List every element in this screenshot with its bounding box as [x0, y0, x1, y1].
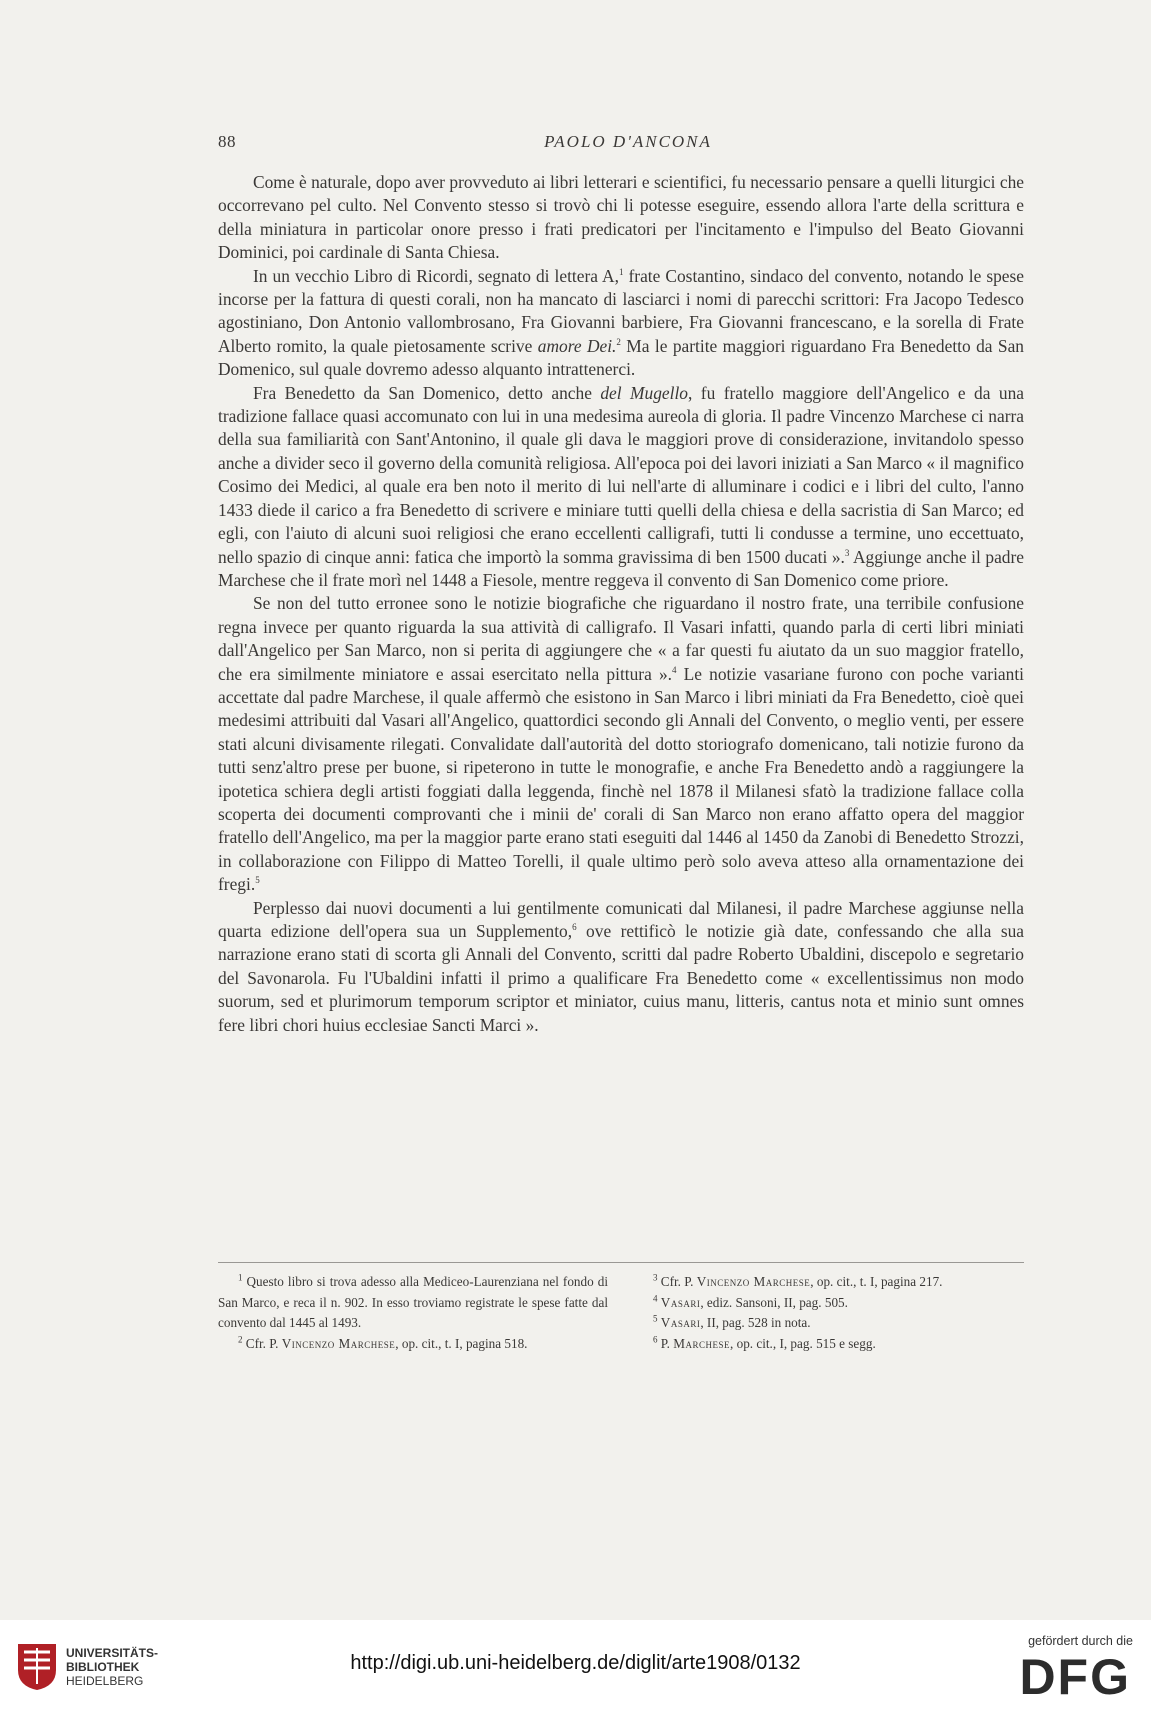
footnote: $^5$ Vasari, II, pag. 528 in nota.: [653, 1313, 811, 1330]
paragraph: Se non del tutto erronee sono le notizie biografiche che riguardano il nostro frate, una terribile confusione regna invece per quanto riguarda la sua attività di calligrafo. Il Vasari infatti, quando parla di certi libri miniati dall'Angelico per San Marco, non si perita di aggiungere che « a far questi fu aiutato da un suo maggior fratello, che era similmente miniatore e assai esercitato nella pittura ».$^4$ Le notizie vasariane furono con poche varianti accettate dal padre Marchese, il quale affermò che esistono in San Marco i libri miniati da Fra Benedetto, cioè quei medesimi attribuiti dal Vasari all'Angelico, quattordici secondo gli Annali del Convento, o meglio venti, per essere stati alcuni divisamente rilegati. Convalidate dall'autorità del dotto storiografo domenicano, tali notizie furono da tutti senz'altro prese per buone, si ripeterono in tutte le monografie, e anche Fra Benedetto andò a raggiungere la ipotetica schiera degli artisti foggiati dalla leggenda, finchè nel 1878 il Milanesi sfatò la tradizione fallace colla scoperta dei documenti comprovanti che i minii de' corali di San Marco non erano affatto opera del maggior fratello dell'Angelico, ma per la maggior parte erano stati eseguiti dal 1446 al 1450 da Zanobi di Benedetto Strozzi, in collaborazione con Filippo di Matteo Torelli, il quale ultimo però solo aveva atteso alla ornamentazione dei fregi.$^5$: [218, 593, 1024, 895]
footnote: $^2$ Cfr. P. Vincenzo Marchese, op. cit., t. I, pagina 518.: [238, 1334, 528, 1351]
footnotes-right-column: [633, 1272, 1024, 1354]
running-title: PAOLO D'ANCONA: [544, 132, 712, 151]
footnote-ref: 2: [616, 337, 621, 348]
footnote-divider: [218, 1262, 1024, 1263]
page-header: [218, 132, 1038, 158]
footnote: $^4$ Vasari, ediz. Sansoni, II, pag. 505.: [653, 1293, 848, 1310]
paragraph: Come è naturale, dopo aver provveduto ai libri letterari e scientifici, fu necessario pensare a quelli liturgici che occorrevano pel culto. Nel Convento stesso si trovò chi li potesse eseguire, essendo allora l'arte della scrittura e della miniatura in particolar onore presso i frati predicatori per l'incitamento e l'impulso del Beato Giovanni Dominici, poi cardinale di Santa Chiesa.: [218, 172, 1024, 263]
permalink-url[interactable]: http://digi.ub.uni-heidelberg.de/diglit/arte1908/0132: [350, 1652, 801, 1674]
footnotes-left-column: [218, 1272, 608, 1354]
italic-phrase: amore Dei.: [537, 335, 617, 356]
dfg-logo: DFG: [1019, 1649, 1131, 1705]
paragraph: Perplesso dai nuovi documenti a lui gentilmente comunicati dal Milanesi, il padre Marchese aggiunse nella quarta edizione dell'opera sua un Supplemento,$^6$ ove rettificò le notizie già date, confessando che alla sua narrazione erano stati di scorta gli Annali del Convento, scritti dal padre Roberto Ubaldini, discepolo e segretario del Savonarola. Fu l'Ubaldini infatti il primo a qualificare Fra Benedetto come « excellentissimus non modo suorum, sed et plurimorum temporum scriptor et miniator, cuius manu, litteris, cantus nota et minio sunt omnes fere libri chori huius ecclesiae Sancti Marci ».: [218, 897, 1025, 1035]
footnote-ref: 5: [255, 875, 260, 886]
paragraph: In un vecchio Libro di Ricordi, segnato di lettera A,$^1$ frate Costantino, sindaco del convento, notando le spese incorse per la fattura di questi corali, non ha mancato di lasciarci i nomi di parecchi scrittori: Fra Jacopo Tedesco agostiniano, Don Antonio vallombrosano, Fra Giovanni barbiere, Fra Giovanni francescano, e la sorella di Frate Alberto romito, la quale pietosamente scrive amore Dei.$^2$ Ma le partite maggiori riguardano Fra Benedetto da San Domenico, sul quale dovremo adesso alquanto intrattenerci.: [218, 265, 1024, 380]
footnote-ref: 1: [618, 266, 624, 277]
footnote: $^3$ Cfr. P. Vincenzo Marchese, op. cit., t. I, pagina 217.: [653, 1272, 943, 1289]
footnote-ref: 6: [572, 922, 577, 933]
main-text: [218, 171, 1024, 1037]
page-number: 88: [218, 132, 236, 151]
funding-note: gefördert durch die: [1028, 1634, 1133, 1648]
footnote: $^6$ P. Marchese, op. cit., I, pag. 515 e segg.: [653, 1334, 876, 1351]
italic-phrase: del Mugello: [600, 382, 688, 403]
footnote-ref: 3: [844, 547, 850, 558]
paragraph: Fra Benedetto da San Domenico, detto anche del Mugello, fu fratello maggiore dell'Angelico e da una tradizione fallace quasi accomunato con lui in una medesima aureola di gloria. Il padre Vincenzo Marchese ci narra della sua familiarità con Sant'Antonino, il quale gli dava le maggiori prove di considerazione, invitandolo spesso anche a divider seco il governo della comunità religiosa. All'epoca poi dei lavori iniziati a San Marco « il magnifico Cosimo dei Medici, al quale era ben noto il merito di lui nell'arte di alluminare i codici e i libri del culto, l'anno 1433 diede il carico a fra Benedetto di scrivere e miniare tutti quelli della chiesa e della sacristia di San Marco; ed egli, con l'aiuto di alcuni suoi religiosi che erano eccellenti calligrafi, tutti li condusse a termine, uno eccettuato, nello spazio di cinque anni: fatica che importò la somma gravissima di ben 1500 ducati ».$^3$ Aggiunge anche il padre Marchese che il frate morì nel 1448 a Fiesole, mentre reggeva il convento di San Domenico come priore.: [218, 382, 1024, 590]
footnote: $^1$ Questo libro si trova adesso alla Mediceo-Laurenziana nel fondo di San Marco, e reca il n. 902. In esso troviamo registrate le spese fatte dal convento dal 1445 al 1493.: [218, 1272, 608, 1330]
library-name: UNIVERSITÄTS- BIBLIOTHEK HEIDELBERG: [66, 1646, 159, 1688]
footnote-ref: 4: [672, 664, 677, 675]
